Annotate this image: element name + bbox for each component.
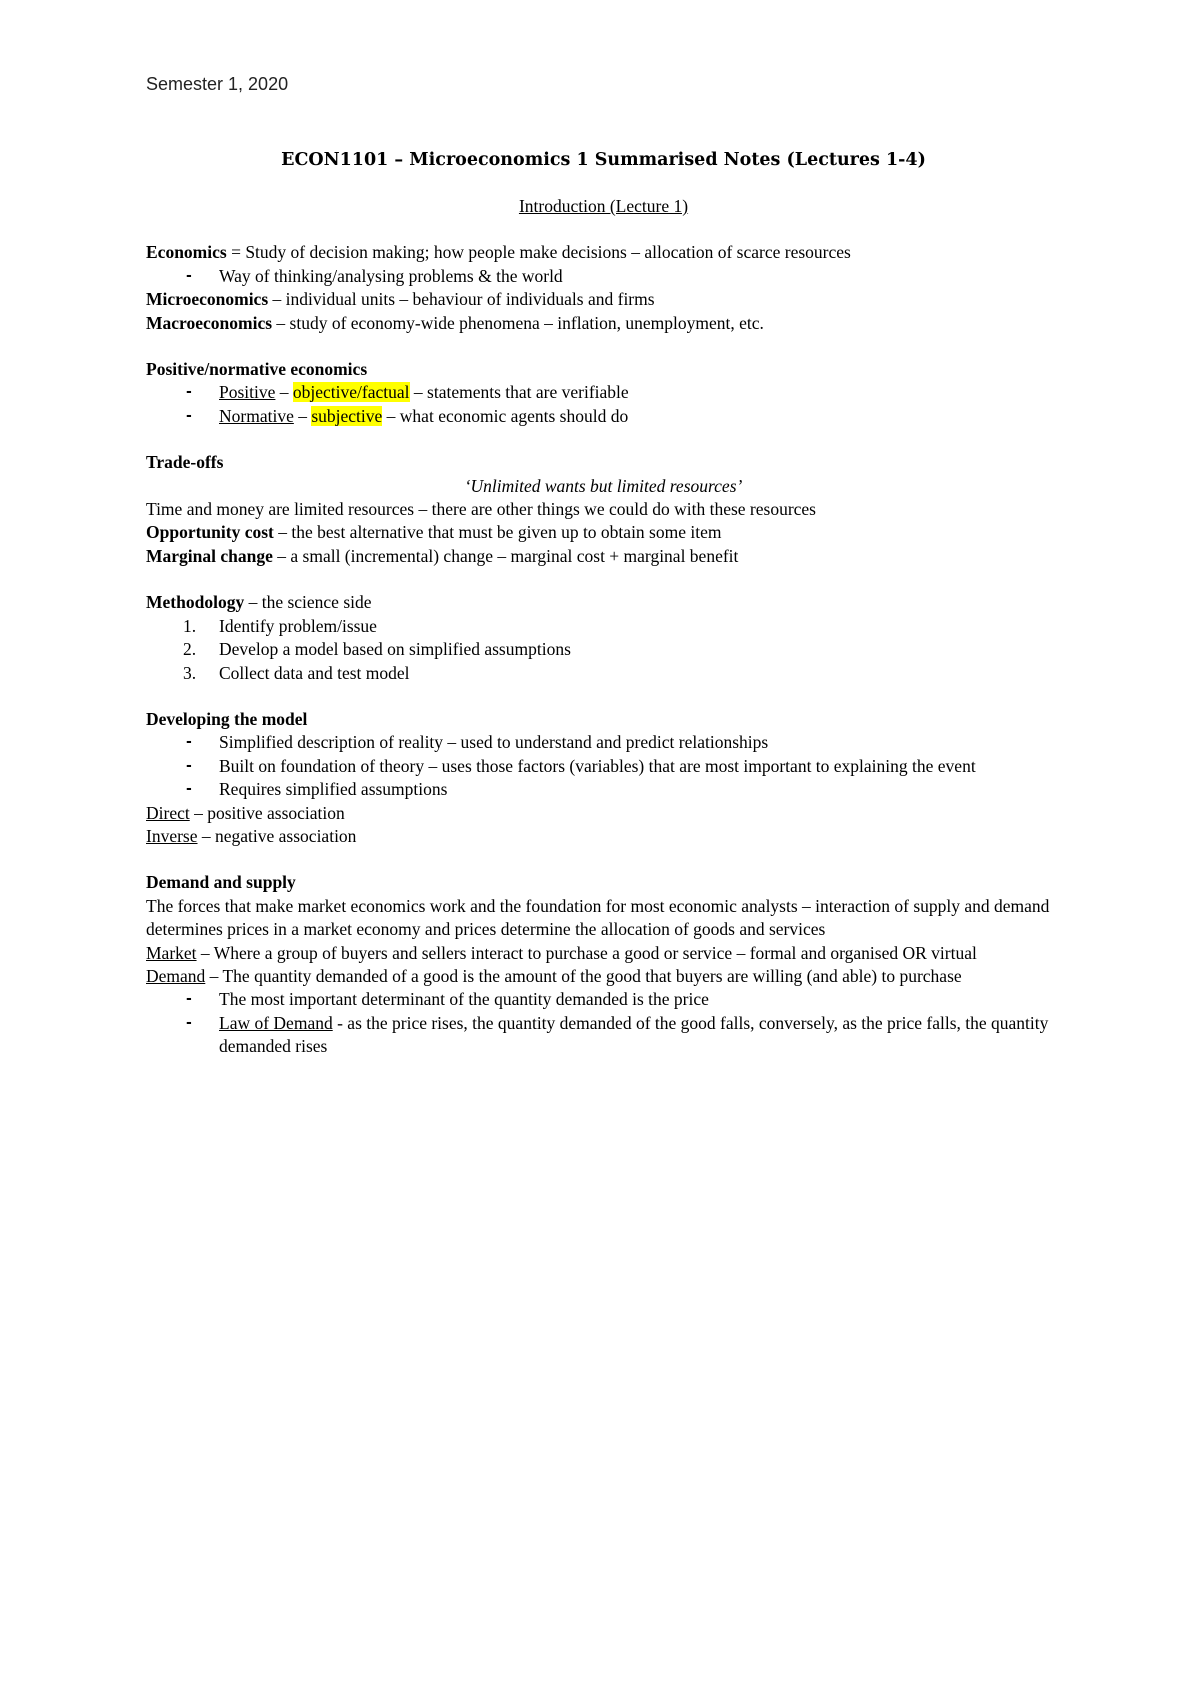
paragraph: Time and money are limited resources – there are other things we could do with these resources [146,499,816,520]
list-item-text: Simplified description of reality – used to understand and predict relationships [219,732,769,753]
inverse-definition [146,825,1061,848]
methodology-steps [146,615,1061,685]
bullet-marker: - [186,734,192,751]
economics-bullets [146,265,1061,288]
list-item [146,381,1061,404]
inverse-text: – negative association [197,825,357,846]
quote: ‘Unlimited wants but limited resources’ [464,475,743,496]
microeconomics-term: Microeconomics [146,289,269,310]
market-text: – Where a group of buyers and sellers interact to purchase a good or service – formal and organised OR virtual [196,942,977,963]
microeconomics-definition [146,288,1061,311]
opportunity-cost-definition [146,521,1061,544]
economics-section [146,241,1061,335]
model-section [146,708,1061,848]
inverse-term: Inverse [146,825,198,846]
section-subtitle: Introduction (Lecture 1) [518,196,689,216]
bullet-marker: - [186,991,192,1008]
section-heading: Developing the model [146,708,308,729]
list-item-text: Develop a model based on simplified assumptions [219,639,571,660]
methodology-definition [146,591,1061,614]
market-term: Market [146,942,197,963]
bullet-marker: - [186,407,192,424]
step-number: 1. [183,615,197,636]
law-of-demand-term: Law of Demand [219,1012,333,1033]
demand-definition [146,965,1061,988]
marginal-change-term: Marginal change [146,545,273,566]
document-title: ECON1101 – Microeconomics 1 Summarised Notes (Lectures 1-4) [281,150,926,170]
normative-term: Normative [219,405,294,426]
list-item [146,615,1061,638]
bullet-marker: - [186,781,192,798]
direct-definition [146,802,1061,825]
paragraph: The forces that make market economics work and the foundation for most economic analysts – interaction of supply and demand determines prices in a market economy and prices determine the allocation of goods and services [146,895,1050,940]
highlighted-text: subjective [311,405,383,426]
market-definition [146,942,1061,965]
macroeconomics-term: Macroeconomics [146,312,273,333]
separator: – [293,405,312,426]
list-item-text: The most important determinant of the quantity demanded is the price [219,989,709,1010]
direct-text: – positive association [189,802,345,823]
list-item [146,1012,1061,1059]
list-item [146,731,1061,754]
list-item-text: Identify problem/issue [219,615,377,636]
bullet-marker: - [186,1014,192,1031]
list-item [146,405,1061,428]
bullet-marker: - [186,267,192,284]
opportunity-cost-term: Opportunity cost [146,522,274,543]
microeconomics-definition-text: – individual units – behaviour of individuals and firms [268,289,655,310]
demand-term: Demand [146,965,206,986]
methodology-term: Methodology [146,592,245,613]
opportunity-cost-text: – the best alternative that must be given up to obtain some item [273,522,722,543]
model-bullets [146,731,1061,801]
list-item-text: – what economic agents should do [382,405,629,426]
positive-term: Positive [219,382,276,403]
economics-term: Economics [146,242,227,263]
list-item-text: Collect data and test model [219,662,410,683]
section-heading: Trade-offs [146,452,224,473]
list-item [146,265,1061,288]
step-number: 3. [183,662,197,683]
macroeconomics-definition-text: – study of economy-wide phenomena – inflation, unemployment, etc. [272,312,764,333]
economics-definition [146,241,1061,264]
direct-term: Direct [146,802,190,823]
positive-normative-bullets [146,381,1061,428]
economics-definition-text: = Study of decision making; how people make decisions – allocation of scarce resources [226,242,851,263]
separator: – [275,382,293,403]
positive-normative-section [146,358,1061,428]
highlighted-text: objective/factual [292,382,410,403]
macroeconomics-definition [146,312,1061,335]
step-number: 2. [183,639,197,660]
list-item-text: – statements that are verifiable [409,382,629,403]
section-heading: Demand and supply [146,872,296,893]
list-item [146,638,1061,661]
list-item-text: - as the price rises, the quantity demanded of the good falls, conversely, as the price falls, the quantity demanded rises [219,1012,1049,1057]
page-header: Semester 1, 2020 [146,74,289,94]
list-item [146,662,1061,685]
list-item [146,988,1061,1011]
demand-bullets [146,988,1061,1058]
marginal-change-definition [146,545,1061,568]
document-body [146,148,1061,1059]
methodology-section [146,591,1061,685]
list-item [146,778,1061,801]
section-heading: Positive/normative economics [146,359,368,380]
list-item-text: Way of thinking/analysing problems & the world [219,265,563,286]
list-item-text: Requires simplified assumptions [219,779,448,800]
demand-supply-section [146,871,1061,1058]
list-item [146,755,1061,778]
demand-text: – The quantity demanded of a good is the amount of the good that buyers are willing (and able) to purchase [205,965,962,986]
list-item-text: Built on foundation of theory – uses those factors (variables) that are most important to explaining the event [219,755,976,776]
tradeoffs-section [146,451,1061,568]
bullet-marker: - [186,384,192,401]
marginal-change-text: – a small (incremental) change – marginal cost + marginal benefit [272,545,739,566]
bullet-marker: - [186,757,192,774]
methodology-text: – the science side [244,592,372,613]
